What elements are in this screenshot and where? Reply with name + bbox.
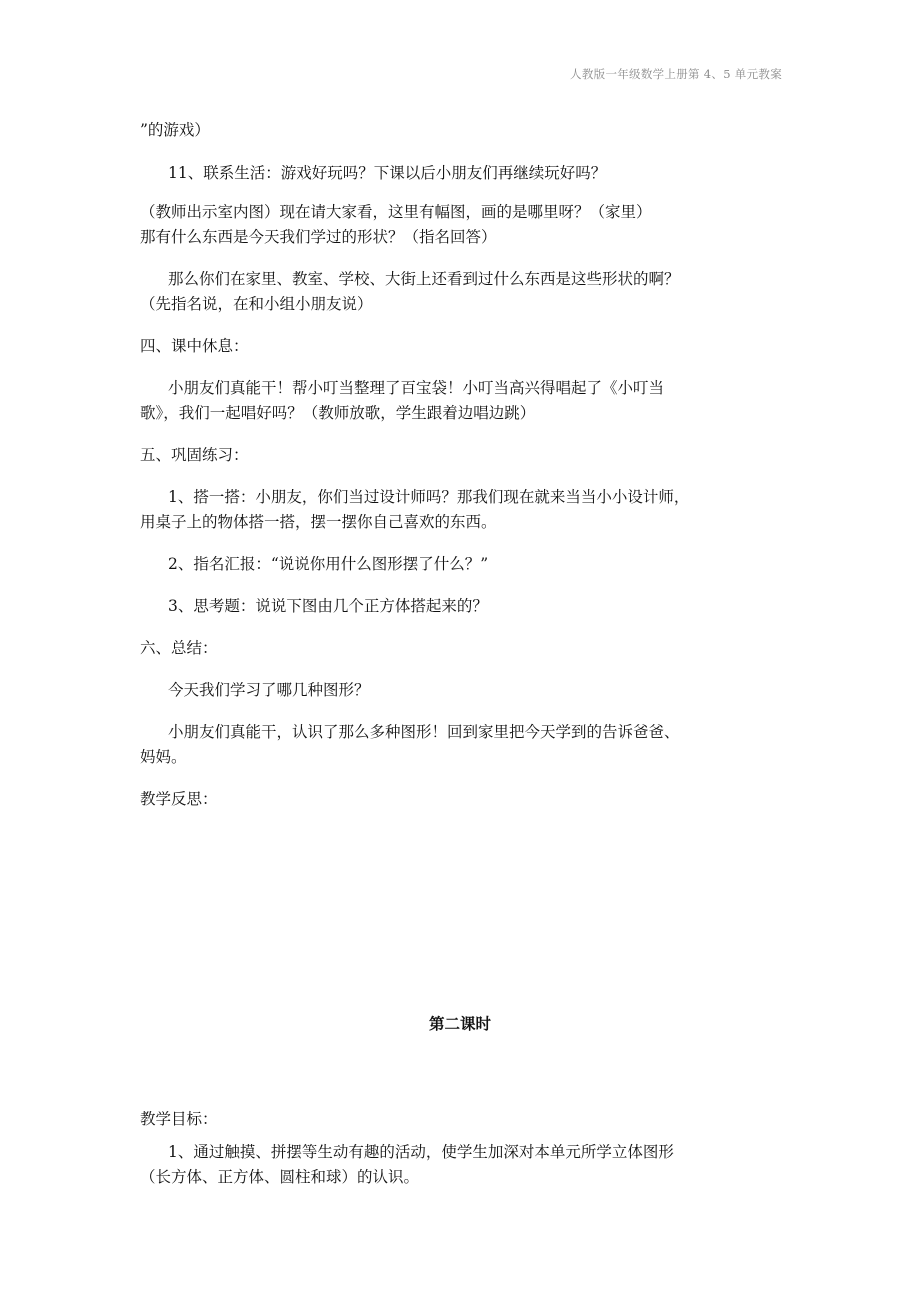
paragraph-line: 那么你们在家里、教室、学校、大街上还看到过什么东西是这些形状的啊？ xyxy=(168,270,680,288)
paragraph-line: 歌》，我们一起唱好吗？（教师放歌，学生跟着边唱边跳） xyxy=(140,404,536,422)
paragraph-line: 1、通过触摸、拼摆等生动有趣的活动，使学生加深对本单元所学立体图形 xyxy=(168,1143,674,1161)
paragraph-line: 小朋友们真能干，认识了那么多种图形！回到家里把今天学到的告诉爸爸、 xyxy=(168,723,680,741)
paragraph-line: （教师出示室内图）现在请大家看，这里有幅图，画的是哪里呀？（家里） xyxy=(140,203,652,221)
paragraph-line: 今天我们学习了哪几种图形？ xyxy=(168,681,370,699)
section-heading: 五、巩固练习： xyxy=(140,446,249,464)
paragraph-line: 那有什么东西是今天我们学过的形状？（指名回答） xyxy=(140,228,497,246)
paragraph-line: 用桌子上的物体搭一搭，摆一摆你自己喜欢的东西。 xyxy=(140,513,497,531)
paragraph-line: ”的游戏） xyxy=(140,121,210,139)
paragraph-line: 11、联系生活：游戏好玩吗？下课以后小朋友们再继续玩好吗？ xyxy=(168,164,607,182)
section-heading: 教学反思： xyxy=(140,790,218,808)
paragraph-line: 1、搭一搭：小朋友，你们当过设计师吗？那我们现在就来当当小小设计师， xyxy=(168,488,690,506)
section-heading: 教学目标： xyxy=(140,1110,218,1128)
paragraph-line: 小朋友们真能干！帮小叮当整理了百宝袋！小叮当高兴得唱起了《小叮当 xyxy=(168,379,665,397)
paragraph-line: （长方体、正方体、圆柱和球）的认识。 xyxy=(140,1168,420,1186)
paragraph-line: 2、指名汇报：“说说你用什么图形摆了什么？” xyxy=(168,555,489,573)
paragraph-line: 3、思考题：说说下图由几个正方体搭起来的？ xyxy=(168,597,488,615)
section-heading: 六、总结： xyxy=(140,639,218,657)
running-header: 人教版一年级数学上册第 4、5 单元教案 xyxy=(570,67,782,81)
section-heading: 四、课中休息： xyxy=(140,337,249,355)
lesson-title: 第二课时 xyxy=(428,1014,491,1033)
paragraph-line: （先指名说，在和小组小朋友说） xyxy=(140,295,373,313)
paragraph-line: 妈妈。 xyxy=(140,748,187,766)
